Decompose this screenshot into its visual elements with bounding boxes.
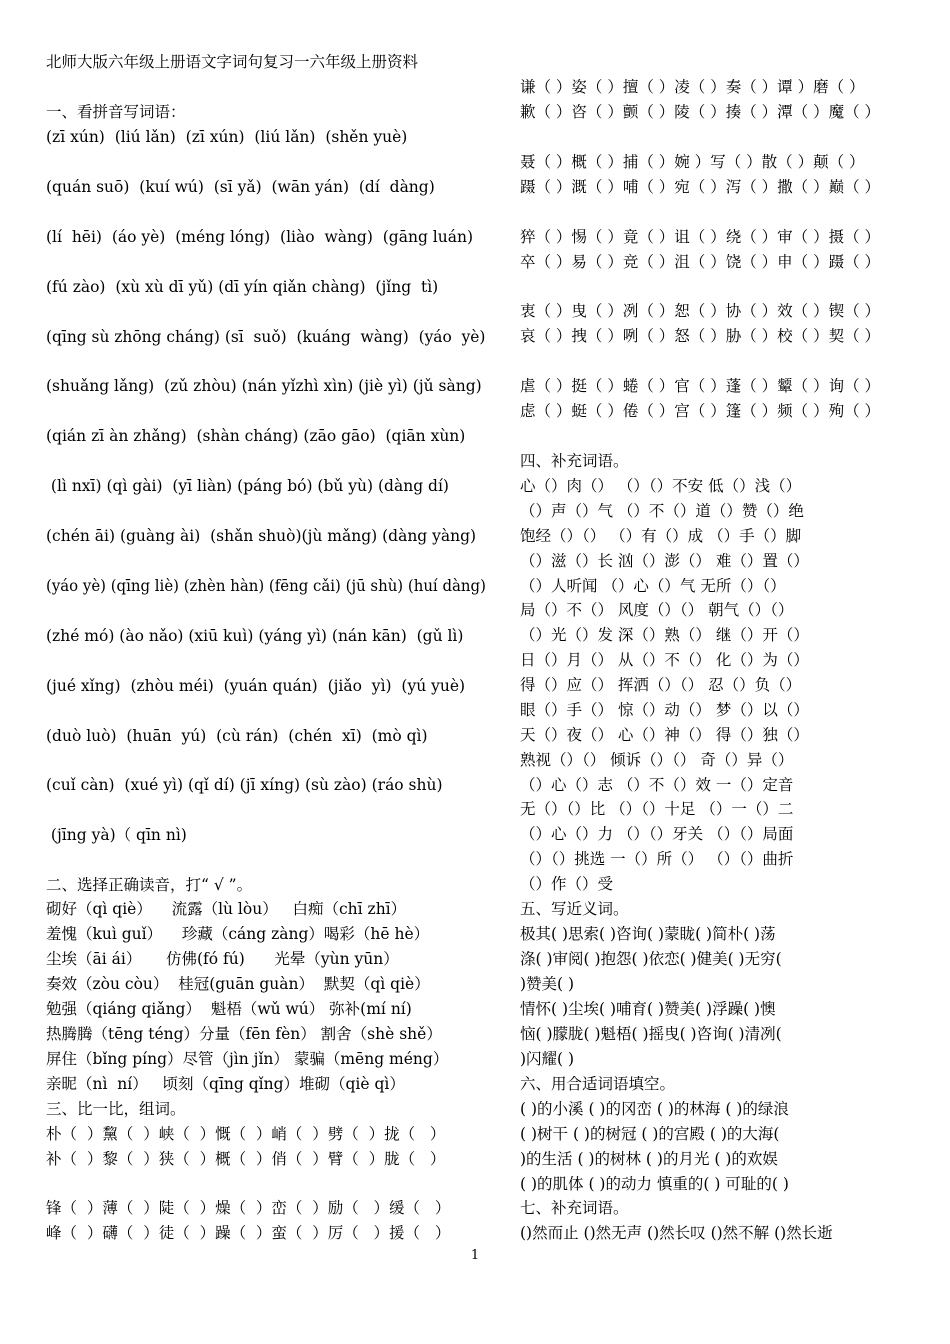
text-line: （）声（）气 （）不（）道（）赞（）绝 — [520, 502, 804, 520]
text-line: 虑（ ）蜓（ ）倦（ ）宫（ ）篷（ ）频（ ）殉（ ） — [520, 402, 880, 420]
text-line: ( )的小溪 ( )的冈峦 ( )的林海 ( )的绿浪 — [520, 1100, 789, 1118]
text-line: 羞愧（kuì guǐ） 珍藏（cáng zàng）喝彩（hē hè） — [46, 925, 430, 943]
text-line: 勉强（qiáng qiǎng） 魁梧（wǔ wú） 弥补(mí ní) — [46, 1000, 412, 1018]
text-line: (qīng sù zhōng cháng) (sī suǒ) (kuáng wàng) (yáo yè) — [46, 328, 486, 346]
text-line: 蹑（ ）溉（ ）哺（ ）宛（ ）泻（ ）撒（ ）巅（ ） — [520, 178, 880, 196]
text-line: 眼（）手（） 惊（）动（） 梦（）以（） — [520, 701, 809, 719]
section-heading-pinyin: 一、看拼音写词语： — [46, 103, 186, 121]
text-line: 哀（ ）拽（ ）咧（ ）怒（ ）胁（ ）校（ ）契（ ） — [520, 327, 880, 345]
text-line: (yáo yè) (qīng liè) (zhèn hàn) (fēng cǎi) (jū shù) (huí dàng) — [46, 577, 486, 595]
text-line: 屏住（bǐng píng）尽管（jìn jǐn） 蒙骗（mēng méng） — [46, 1050, 449, 1068]
text-line: 谦（ ）姿（ ）擅（ ）凌（ ）奏（ ）谭 ）磨（ ） — [520, 78, 865, 96]
text-line: 亲昵（nì ní） 顷刻（qīng qǐng）堆砌（qiè qì） — [46, 1075, 405, 1093]
text-line: 尘埃（āi ái） 仿佛(fó fú) 光晕（yùn yūn） — [46, 950, 399, 968]
text-line: (qián zī àn zhǎng) (shàn cháng) (zāo gāo) (qiān xùn) — [46, 427, 466, 445]
section-heading-compare: 三、比一比，组词。 — [46, 1100, 186, 1118]
text-line: 恼( )朦胧( )魁梧( )摇曳( )咨询( )清冽( — [520, 1025, 782, 1043]
text-line: (shuǎng lǎng) (zǔ zhòu) (nán yǐzhì xìn) (jiè yì) (jǔ sàng) — [46, 377, 482, 395]
text-line: 峰（ ）礴（ ）徒（ ）躁（ ）蛮（ ）厉（ ）援（ ） — [46, 1224, 451, 1242]
section-heading-fill-in: 六、用合适词语填空。 — [520, 1075, 676, 1093]
text-line: 虐（ ）挺（ ）蜷（ ）官（ ）蓬（ ）颦（ ）询（ ） — [520, 377, 880, 395]
text-line: ( )树干 ( )的树冠 ( )的宫殿 ( )的大海( — [520, 1125, 780, 1143]
text-line: 熟视（）（） 倾诉（）（） 奇（）异（） — [520, 751, 794, 769]
text-line: 歉（ ）咨（ ）颤（ ）陵（ ）揍（ ）潭（ ）魔（ ） — [520, 103, 880, 121]
text-line: (zī xún) (liú lǎn) (zī xún) (liú lǎn) (shěn yuè) — [46, 128, 408, 146]
text-line: 砌好（qì qiè） 流露（lù lòu） 白痴（chī zhī） — [46, 900, 407, 918]
text-line: (lì nxī) (qì gài) (yī liàn) (páng bó) (bǔ yù) (dàng dí) — [46, 477, 449, 495]
text-line: 无（）（）比 （）（）十足 （）一（）二 — [520, 800, 794, 818]
text-line: （）心（）志 （）不（）效 一（）定音 — [520, 776, 794, 794]
text-line: )闪耀( ) — [520, 1050, 575, 1068]
text-line: 补（ ）黎（ ）狭（ ）概（ ）俏（ ）臂（ ）胧（ ） — [46, 1150, 446, 1168]
text-line: 卒（ ）易（ ）竞（ ）沮（ ）饶（ ）申（ ）蹑（ ） — [520, 253, 880, 271]
text-line: (jīng yà)（ qīn nì) — [46, 826, 187, 844]
text-line: (fú zào) (xù xù dī yǔ) (dī yín qiǎn chàng) (jǐng tì) — [46, 278, 439, 296]
text-line: (cuǐ càn) (xué yì) (qǐ dí) (jī xíng) (sù zào) (ráo shù) — [46, 776, 443, 794]
text-line: （）（）挑选 一（）所（） （）（）曲折 — [520, 850, 794, 868]
text-line: (lí hēi) (áo yè) (méng lóng) (liào wàng) (gāng luán) — [46, 228, 474, 246]
text-line: （）光（）发 深（）熟（） 继（）开（） — [520, 626, 809, 644]
text-line: 涤( )审阅( )抱怨( )依恋( )健美( )无穷( — [520, 950, 782, 968]
text-line: 情怀( )尘埃( )哺育( )赞美( )浮躁( )懊 — [520, 1000, 776, 1018]
text-line: 心（）肉（） （）（）不安 低（）浅（） — [520, 477, 802, 495]
text-line: 奏效（zòu còu） 桂冠(guān guàn） 默契（qì qiè） — [46, 975, 430, 993]
text-line: )的生活 ( )的树林 ( )的月光 ( )的欢娱 — [520, 1150, 778, 1168]
text-line: 聂（ ）概（ ）捕（ ）婉 ）写（ ）散（ ）颠（ ） — [520, 153, 865, 171]
text-line: 热腾腾（tēng téng）分量（fēn fèn） 割舍（shè shě） — [46, 1025, 442, 1043]
text-line: 得（）应（） 挥洒（）（） 忍（）负（） — [520, 676, 802, 694]
text-line: (zhé mó) (ào nǎo) (xiū kuì) (yáng yì) (nán kān) (gǔ lì) — [46, 627, 464, 645]
text-line: 极其( )思索( )咨询( )蒙眬( )简朴( )荡 — [520, 925, 776, 943]
text-line: 天（）夜（） 心（）神（） 得（）独（） — [520, 726, 809, 744]
text-line: 衷（ ）曳（ ）冽（ ）恕（ ）协（ ）效（ ）锲（ ） — [520, 302, 880, 320]
text-line: 日（）月（） 从（）不（） 化（）为（） — [520, 651, 809, 669]
text-line: 猝（ ）惕（ ）竟（ ）诅（ ）绕（ ）审（ ）摄（ ） — [520, 228, 880, 246]
page-number: 1 — [470, 1248, 480, 1263]
text-line: (duò luò) (huān yú) (cù rán) (chén xī) (mò qì) — [46, 727, 428, 745]
text-line: ()然而止 ()然无声 ()然长叹 ()然不解 ()然长逝 — [520, 1224, 833, 1242]
text-line: (quán suō) (kuí wú) (sī yǎ) (wān yán) (dí dàng) — [46, 178, 435, 196]
text-line: 局（）不（） 风度（）（） 朝气（）（） — [520, 601, 794, 619]
text-line: （）人听闻 （）心（）气 无所（）（） — [520, 577, 786, 595]
text-line: (chén āi) (guàng ài) (shǎn shuò)(jù mǎng) (dàng yàng) — [46, 527, 477, 545]
text-line: )赞美( ) — [520, 975, 575, 993]
section-heading-supplement: 四、补充词语。 — [520, 452, 629, 470]
section-heading-synonyms: 五、写近义词。 — [520, 900, 629, 918]
text-line: （）作（）受 — [520, 875, 614, 893]
text-line: （）心（）力 （）（）牙关 （）（）局面 — [520, 825, 794, 843]
text-line: ( )的肌体 ( )的动力 慎重的( ) 可耻的( ) — [520, 1175, 789, 1193]
text-line: (jué xǐng) (zhòu méi) (yuán quán) (jiǎo yì) (yú yuè) — [46, 677, 466, 695]
text-line: 朴（ ）黧（ ）峡（ ）慨（ ）峭（ ）劈（ ）拢（ ） — [46, 1125, 446, 1143]
document-title: 北师大版六年级上册语文字词句复习一六年级上册资料 — [46, 53, 419, 71]
text-line: 饱经（）（） （）有（）成 （）手（）脚 — [520, 527, 802, 545]
section-heading-pronunciation: 二、选择正确读音，打“ √ ”。 — [46, 876, 253, 894]
text-line: 锋（ ）薄（ ）陡（ ）燥（ ）峦（ ）励（ ）缓（ ） — [46, 1199, 451, 1217]
text-line: （）滋（）长 汹（）澎（） 难（）置（） — [520, 552, 809, 570]
section-heading-supplement-2: 七、补充词语。 — [520, 1199, 629, 1217]
